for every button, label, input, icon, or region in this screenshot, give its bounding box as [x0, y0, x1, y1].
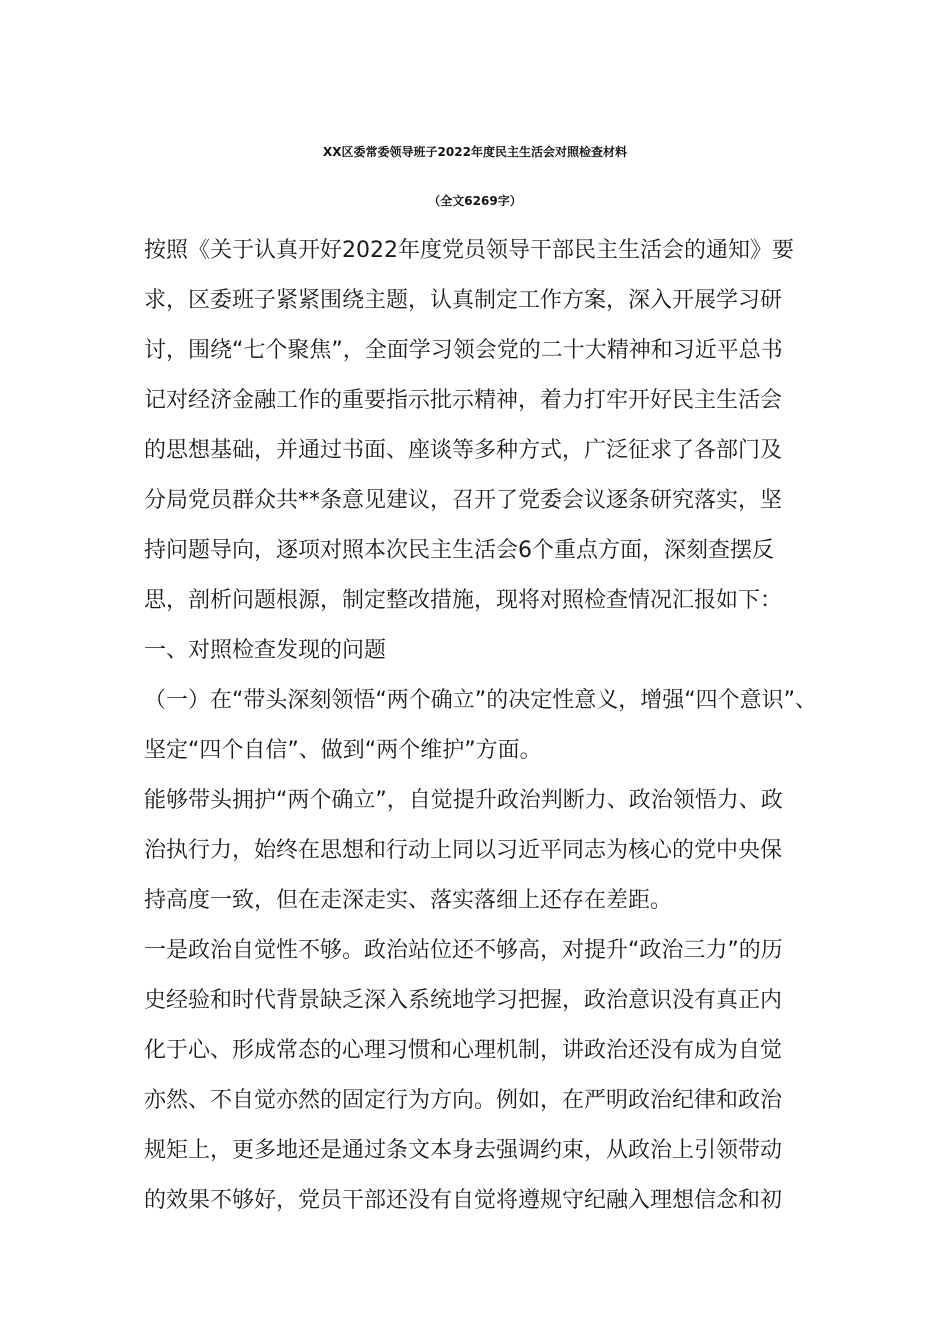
text-line: 持高度一致，但在走深走实、落实落细上还存在差距。: [144, 888, 673, 913]
text-line: 讨，围绕“七个聚焦”，全面学习领会党的二十大精神和习近平总书: [144, 338, 783, 363]
text-line: 史经验和时代背景缺乏深入系统地学习把握，政治意识没有真正内: [144, 988, 783, 1013]
text-line: 记对经济金融工作的重要指示批示精神，着力打牢开好民主生活会: [144, 388, 783, 413]
text-line: 思，剖析问题根源，制定整改措施，现将对照检查情况汇报如下：: [144, 588, 783, 613]
text-line: 的思想基础，并通过书面、座谈等多种方式，广泛征求了各部门及: [144, 438, 783, 463]
subsection-heading: （一）在“带头深刻领悟“两个确立”的决定性意义，增强“四个意识”、: [144, 688, 817, 713]
section-heading: 一、对照检查发现的问题: [144, 638, 387, 663]
text-line: 能够带头拥护“两个确立”，自觉提升政治判断力、政治领悟力、政: [144, 788, 783, 813]
text-line: 持问题导向，逐项对照本次民主生活会6个重点方面，深刻查摆反: [144, 538, 774, 563]
document-title: XX区委常委领导班子2022年度民主生活会对照检查材料: [323, 145, 627, 159]
text-line: 规矩上，更多地还是通过条文本身去强调约束，从政治上引领带动: [144, 1138, 783, 1163]
text-line: 求，区委班子紧紧围绕主题，认真制定工作方案，深入开展学习研: [144, 288, 783, 313]
text-line: 治执行力，始终在思想和行动上同以习近平同志为核心的党中央保: [144, 838, 783, 863]
text-line: 按照《关于认真开好2022年度党员领导干部民主生活会的通知》要: [144, 238, 794, 263]
document-subtitle: （全文6269字）: [428, 194, 522, 208]
text-line: 的效果不够好，党员干部还没有自觉将遵规守纪融入理想信念和初: [144, 1188, 783, 1213]
subsection-heading: 坚定“四个自信”、做到“两个维护”方面。: [144, 738, 542, 763]
text-line: 一是政治自觉性不够。政治站位还不够高，对提升“政治三力”的历: [144, 938, 783, 963]
text-line: 分局党员群众共**条意见建议，召开了党委会议逐条研究落实，坚: [144, 488, 783, 513]
text-line: 亦然、不自觉亦然的固定行为方向。例如，在严明政治纪律和政治: [144, 1088, 783, 1113]
text-line: 化于心、形成常态的心理习惯和心理机制，讲政治还没有成为自觉: [144, 1038, 783, 1063]
